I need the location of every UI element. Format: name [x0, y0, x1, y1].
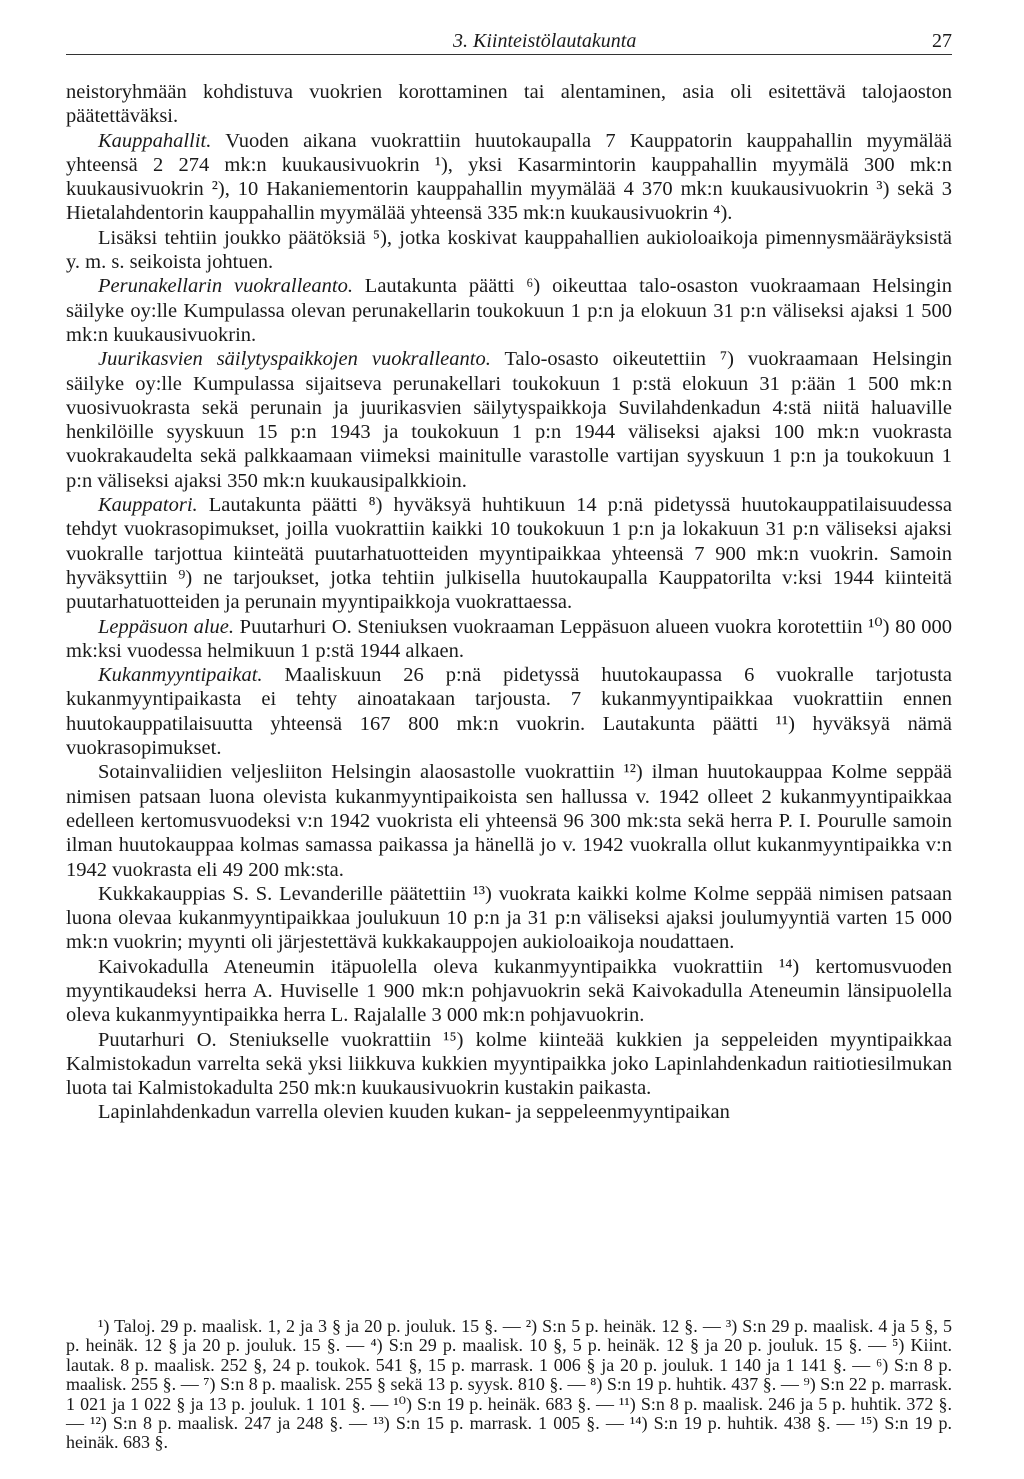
footnote-text: ¹) Taloj. 29 p. maalisk. 1, 2 ja 3 § ja 20 p. jouluk. 15 §. — ²) S:n 5 p. heinäk. 12 §. — ³) S:n 29 p. maalisk. 4 ja 5 §, 5 p. heinäk. 12 § ja 20 p. jouluk. 15 §. — ⁴) S:n 29 p. maalisk. 10 §, 5 p. heinäk. 12 § ja 20 p. jouluk. 15 §. — ⁵) Kiint. lautak. 8 p. maalisk. 252 §, 24 p. toukok. 541 §, 15 p. marrask. 1 006 § ja 20 p. jouluk. 1 140 ja 1 141 §. — ⁶) S:n 8 p. maalisk. 255 §. — ⁷) S:n 8 p. maalisk. 255 § sekä 13 p. syysk. 810 §. — ⁸) S:n 19 p. huhtik. 437 §. — ⁹) S:n 22 p. marrask. 1 021 ja 1 022 § ja 13 p. jouluk. 1 101 §. — ¹⁰) S:n 19 p. heinäk. 683 §. — ¹¹) S:n 8 p. maalisk. 246 ja 5 p. huhtik. 372 §. — ¹²) S:n 8 p. maalisk. 247 ja 248 §. — ¹³) S:n 15 p. marrask. 1 005 §. — ¹⁴) S:n 19 p. huhtik. 438 §. — ¹⁵) S:n 19 p. heinäk. 683 §. — [66, 1316, 952, 1453]
running-title: 3. Kiinteistölautakunta — [453, 30, 637, 52]
paragraph: Puutarhuri O. Steniukselle vuokrattiin ¹⁵) kolme kiinteää kukkien ja seppeleiden myyntipaikkaa Kalmistokadun varrelta sekä yksi liikkuva kukkien myyntipaikka joko Lapinlahdenkadun raitiotiesilmukan luota tai Kalmistokadulta 250 mk:n kuukausivuokrin kustakin paikasta. — [66, 1028, 952, 1100]
paragraph: Lapinlahdenkadun varrella olevien kuuden kukan- ja seppeleenmyyntipaikan — [98, 1101, 730, 1124]
footnotes — [66, 1317, 952, 1453]
page-header — [66, 30, 952, 55]
paragraph: Juurikasvien säilytyspaikkojen vuokralleanto. Talo-osasto oikeutettiin ⁷) vuokraamaan Helsingin säilyke oy:lle Kumpulassa sijaitseva perunakellari toukokuun 1 p:stä elokuun 31 p:ään 1 500 mk:n vuosivuokrasta sekä perunain ja juurikasvien säilytyspaikkoja Suvilahdenkadun 4:stä niitä haluaville henkilöille syyskuun 15 p:n 1943 ja toukokuun 1 p:n 1944 väliseksi ajaksi 100 mk:n vuokrasta vuokrakaudelta sekä palkkaamaan viimeksi mainitulle varastolle vartijan syyskuun 1 p:n ja toukokuun 1 p:n väliseksi ajaksi 350 mk:n kuukausipalkkioin. — [66, 348, 952, 492]
paragraph: Leppäsuon alue. Puutarhuri O. Steniuksen vuokraaman Leppäsuon alueen vuokra korotettiin ¹⁰) 80 000 mk:ksi vuodessa helmikuun 1 p:stä 1944 alkaen. — [66, 615, 952, 662]
paragraph: Kukkakauppias S. S. Levanderille päätettiin ¹³) vuokrata kaikki kolme Kolme seppää nimisen patsaan luona olevaa kukanmyyntipaikkaa joulukuun 10 p:n ja 31 p:n väliseksi ajaksi joulumyyntiä varten 15 000 mk:n vuokrin; myynti oli järjestettävä kukkakauppojen aukioloaikoja noudattaen. — [66, 882, 952, 954]
body-text — [66, 80, 952, 1125]
section-lead: Kukanmyyntipaikat. — [98, 664, 263, 687]
paragraph: Kauppatori. Lautakunta päätti ⁸) hyväksyä huhtikuun 14 p:nä pidetyssä huutokauppatilaisuudessa tehdyt vuokrasopimukset, joilla vuokrattiin kaikki 10 toukokuun 1 p:n ja lokakuun 31 p:n väliseksi ajaksi vuokralle tarjottua kiinteätä puutarhatuotteiden myyntipaikkaa yhteensä 7 900 mk:n vuokrin. Samoin hyväksyttiin ⁹) ne tarjoukset, jotka tehtiin julkisella huutokaupalla Kauppatorilta v:ksi 1944 kiinteitä puutarhatuotteiden ja perunain myyntipaikkoja vuokrattaessa. — [66, 494, 952, 614]
paragraph: Sotainvaliidien veljesliiton Helsingin alaosastolle vuokrattiin ¹²) ilman huutokauppaa Kolme seppää nimisen patsaan luona olevista kukanmyyntipaikoista sen hallussa v. 1942 olleet 2 kukanmyyntipaikkaa edelleen kertomusvuodeksi v:n 1942 vuokrista eli yhteensä 96 300 mk:sta sekä herra P. I. Pourulle samoin ilman huutokauppaa kolmas samassa paikassa ja hänellä jo v. 1942 vuokralla ollut kukanmyyntipaikka v:n 1942 vuokrasta eli 49 200 mk:sta. — [66, 761, 952, 881]
paragraph: Kukanmyyntipaikat. Maaliskuun 26 p:nä pidetyssä huutokaupassa 6 vuokralle tarjotusta kukanmyyntipaikasta ei tehty ainoatakaan tarjousta. 7 kukanmyyntipaikkaa vuokrattiin ennen huutokauppatilaisuutta yhteensä 167 800 mk:n vuokrin. Lautakunta päätti ¹¹) hyväksyä nämä vuokrasopimukset. — [66, 664, 952, 760]
paragraph: Lisäksi tehtiin joukko päätöksiä ⁵), jotka koskivat kauppahallien aukioloaikoja pimennysmääräyksistä y. m. s. seikoista johtuen. — [66, 226, 952, 274]
paragraph: Kauppahallit. Vuoden aikana vuokrattiin huutokaupalla 7 Kauppatorin kauppahallin myymälää yhteensä 2 274 mk:n kuukausivuokrin ¹), yksi Kasarmintorin kauppahallin myymälä 300 mk:n kuukausivuokrin ²), 10 Hakaniementorin kauppahallin myymälää 4 370 mk:n kuukausivuokrin ³) sekä 3 Hietalahdentorin kauppahallin myymälää yhteensä 335 mk:n kuukausivuokrin ⁴). — [66, 129, 952, 225]
section-lead: Kauppahallit. — [98, 129, 212, 152]
paragraph: Kaivokadulla Ateneumin itäpuolella oleva kukanmyyntipaikka vuokrattiin ¹⁴) kertomusvuoden myyntikaudeksi herra A. Huviselle 1 900 mk:n pohjavuokrin sekä Kaivokadulla Ateneumin länsipuolella oleva kukanmyyntipaikka herra L. Rajalalle 3 000 mk:n pohjavuokrin. — [66, 955, 952, 1027]
section-lead: Kauppatori. — [98, 494, 198, 517]
page-number: 27 — [932, 30, 952, 52]
paragraph: neistoryhmään kohdistuva vuokrien korottaminen tai alentaminen, asia oli esitettävä talojaoston päätettäväksi. — [66, 81, 952, 128]
paragraph: Perunakellarin vuokralleanto. Lautakunta päätti ⁶) oikeuttaa talo-osaston vuokraamaan Helsingin säilyke oy:lle Kumpulassa olevan perunakellarin toukokuun 1 p:n ja elokuun 31 p:n väliseksi ajaksi 1 500 mk:n kuukausivuokrin. — [66, 275, 952, 346]
section-lead: Leppäsuon alue. — [98, 615, 235, 638]
section-lead: Juurikasvien säilytyspaikkojen vuokralleanto. — [98, 348, 491, 371]
section-lead: Perunakellarin vuokralleanto. — [98, 275, 353, 298]
